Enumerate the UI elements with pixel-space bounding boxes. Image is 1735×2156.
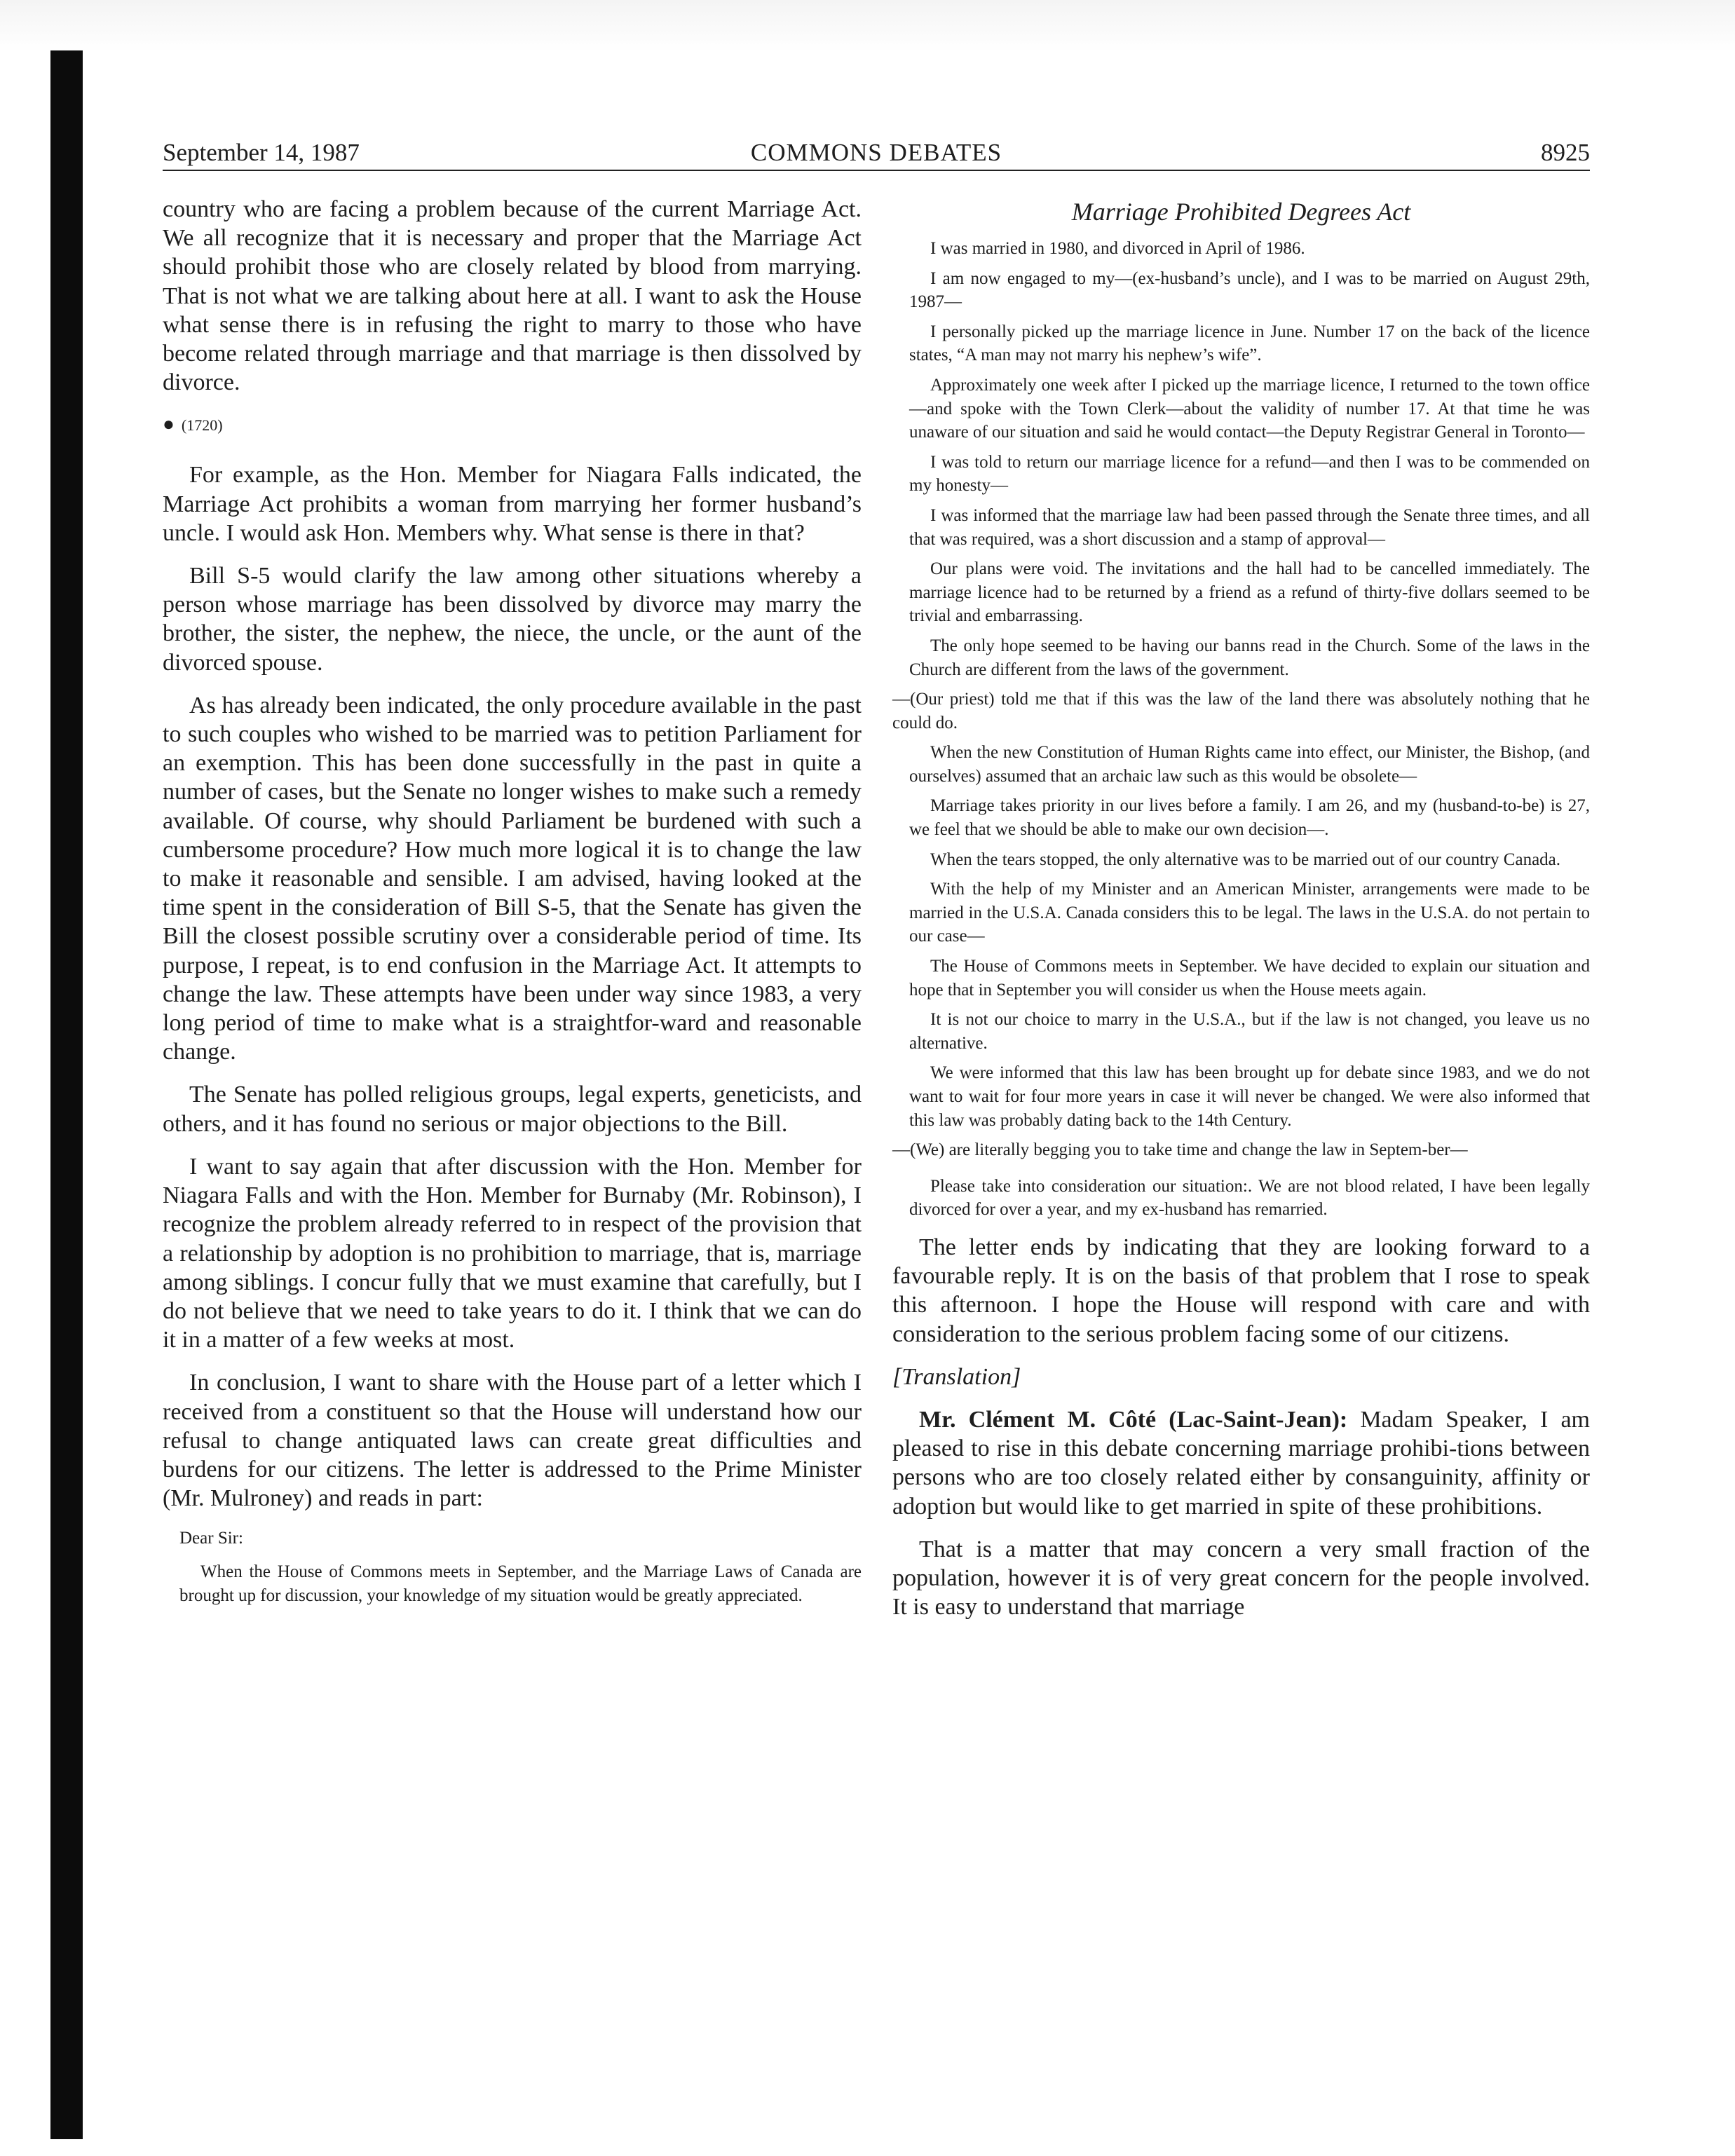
- right-body: [892, 1233, 1590, 1621]
- header-date: September 14, 1987: [163, 139, 360, 166]
- binding-edge: [50, 50, 83, 2139]
- quote-paragraph: I am now engaged to my—(ex-husband’s uncle), and I was to be married on August 29th, 1987—: [909, 268, 1590, 312]
- quote-paragraph: The House of Commons meets in September. We have decided to explain our situation and hope that in September you will consider us when the House meets again.: [909, 957, 1590, 999]
- header-publication: COMMONS DEBATES: [750, 139, 1002, 166]
- quote-paragraph: I personally picked up the marriage licence in June. Number 17 on the back of the licence states, “A man may not marry his nephew’s wife”.: [909, 322, 1590, 365]
- paragraph: That is a matter that may concern a very small fraction of the population, however it is of very great concern for the people involved. It is easy to understand that marriage: [892, 1536, 1590, 1621]
- quote-paragraph: The only hope seemed to be having our banns read in the Church. Some of the laws in the Church are different from the laws of the government.: [909, 636, 1590, 679]
- quote-paragraph: When the tears stopped, the only alternative was to be married out of our country Canada.: [930, 850, 1561, 869]
- scan-edge: [0, 0, 1735, 52]
- paragraph: Bill S-5 would clarify the law among other situations whereby a person whose marriage has been dissolved by divorce may marry the brother, the sister, the nephew, the niece, the uncle, or the aunt of the divorced spouse.: [163, 563, 862, 676]
- paragraph: As has already been indicated, the only procedure available in the past to such couples who wished to be married was to petition Parliament for an exemption. This has been done successfully in the past in quite a number of cases, but the Senate no longer wishes to make such a remedy available. Of course, why should Parliament be burdened with such a cumbersome procedure? How much more logical it is to change the law to make it reasonable and sensible. I am advised, having looked at the time spent in the consideration of Bill S-5, that the Senate has given the Bill the closest possible scrutiny over a considerable period of time. Its purpose, I repeat, is to end confusion in the Marriage Act. It attempts to change the law. These attempts have been under way since 1983, a very long period of time to make what is a straightfor-ward and reasonable change.: [163, 692, 862, 1065]
- quote-paragraph: —(We) are literally begging you to take time and change the law in Septem-ber—: [892, 1140, 1468, 1160]
- section-subtitle: Marriage Prohibited Degrees Act: [1071, 198, 1411, 226]
- paragraph: In conclusion, I want to share with the House part of a letter which I received from a constituent so that the House will understand how our refusal to change antiquated laws can create great difficulties and burdens for our citizens. The letter is addressed to the Prime Minister (Mr. Mulroney) and reads in part:: [163, 1370, 862, 1512]
- quote-paragraph: Please take into consideration our situation:. We are not blood related, I have been legally divorced for over a year, and my ex-husband has remarried.: [909, 1176, 1590, 1220]
- right-column: [892, 195, 1590, 1635]
- quote-paragraph: —(Our priest) told me that if this was the law of the land there was absolutely nothing that he could do.: [892, 690, 1590, 732]
- quote-paragraph: It is not our choice to marry in the U.S.A., but if the law is not changed, you leave us no alternative.: [909, 1010, 1590, 1053]
- letter-quote: [892, 237, 1590, 1222]
- paragraph-speaker: [892, 1405, 1590, 1521]
- paragraph: The Senate has polled religious groups, legal experts, geneticists, and others, and it has found no serious or major objections to the Bill.: [163, 1082, 862, 1137]
- paragraph: For example, as the Hon. Member for Niagara Falls indicated, the Marriage Act prohibits a woman from marrying her former husband’s uncle. I would ask Hon. Members why. What sense is there in that?: [163, 462, 862, 546]
- translation-marker: [Translation]: [892, 1363, 1021, 1390]
- quote-paragraph: Approximately one week after I picked up the marriage licence, I returned to the town office—and spoke with the Town Clerk—about the validity of number 17. At that time he was unaware of our situation and said he would contact—the Deputy Registrar General in Toronto—: [909, 375, 1590, 442]
- bullet-icon: ●: [163, 414, 175, 436]
- quote-paragraph: I was married in 1980, and divorced in April of 1986.: [930, 239, 1305, 258]
- quote-paragraph: I was told to return our marriage licence for a refund—and then I was to be commended on my honesty—: [909, 452, 1590, 496]
- speaker-name: Mr. Clément M. Côté (Lac-Saint-Jean):: [919, 1406, 1348, 1433]
- paragraph: I want to say again that after discussion with the Hon. Member for Niagara Falls and with the Hon. Member for Burnaby (Mr. Robinson), I recognize the problem already referred to in respect of the provision that a relationship by adoption is no prohibition to marriage, that is, marriage among siblings. I concur fully that we must examine that carefully, but I do not believe that we need to take years to do it. I think that we can do it in a matter of a few weeks at most.: [163, 1153, 862, 1353]
- quote-paragraph: When the House of Commons meets in September, and the Marriage Laws of Canada are brought up for discussion, your knowledge of my situation would be greatly appreciated.: [179, 1562, 862, 1605]
- paragraph: country who are facing a problem because of the current Marriage Act. We all recognize that it is necessary and proper that the Marriage Act should prohibit those who are closely related by blood from marrying. That is not what we are talking about here at all. I want to ask the House what sense there is in refusing the right to marry to those who have become related through marriage and that marriage is then dissolved by divorce.: [163, 196, 862, 396]
- timestamp-text: (1720): [181, 416, 223, 435]
- speech-text: Madam Speaker, I am pleased to rise in this debate concerning marriage prohibi-tions between persons who are too closely related either by consanguinity, affinity or adoption but would like to get married in spite of these prohibitions.: [892, 1406, 1590, 1520]
- quote-paragraph: Our plans were void. The invitations and the hall had to be cancelled immediately. The marriage licence had to be returned by a friend as a refund of thirty-five dollars seemed to be trivial and embarrassing.: [909, 559, 1590, 626]
- quote-paragraph: When the new Constitution of Human Rights came into effect, our Minister, the Bishop, (and ourselves) assumed that an archaic law such as this would be obsolete—: [909, 743, 1590, 786]
- quote-paragraph: We were informed that this law has been brought up for debate since 1983, and we do not want to wait for four more years in case it will never be changed. We were also informed that this law was probably dating back to the 14th Century.: [909, 1063, 1590, 1130]
- letter-salutation: Dear Sir:: [179, 1529, 243, 1548]
- left-column: [163, 195, 862, 1614]
- quote-paragraph: Marriage takes priority in our lives before a family. I am 26, and my (husband-to-be) is 27, we feel that we should be able to make our own decision—.: [909, 796, 1590, 840]
- letter-quote: [163, 1560, 862, 1607]
- timestamp-marker: [163, 411, 862, 439]
- running-header: [163, 137, 1590, 171]
- paragraph: The letter ends by indicating that they are looking forward to a favourable reply. It is on the basis of that problem that I rose to speak this afternoon. I hope the House will respond with care and with consideration to the serious problem facing some of our citizens.: [892, 1234, 1590, 1347]
- header-page-number: 8925: [1541, 139, 1590, 166]
- quote-paragraph: With the help of my Minister and an American Minister, arrangements were made to be married in the U.S.A. Canada considers this to be legal. The laws in the U.S.A. do not pertain to our case—: [909, 880, 1590, 946]
- quote-paragraph: I was informed that the marriage law had been passed through the Senate three times, and all that was required, was a short discussion and a stamp of approval—: [909, 505, 1590, 549]
